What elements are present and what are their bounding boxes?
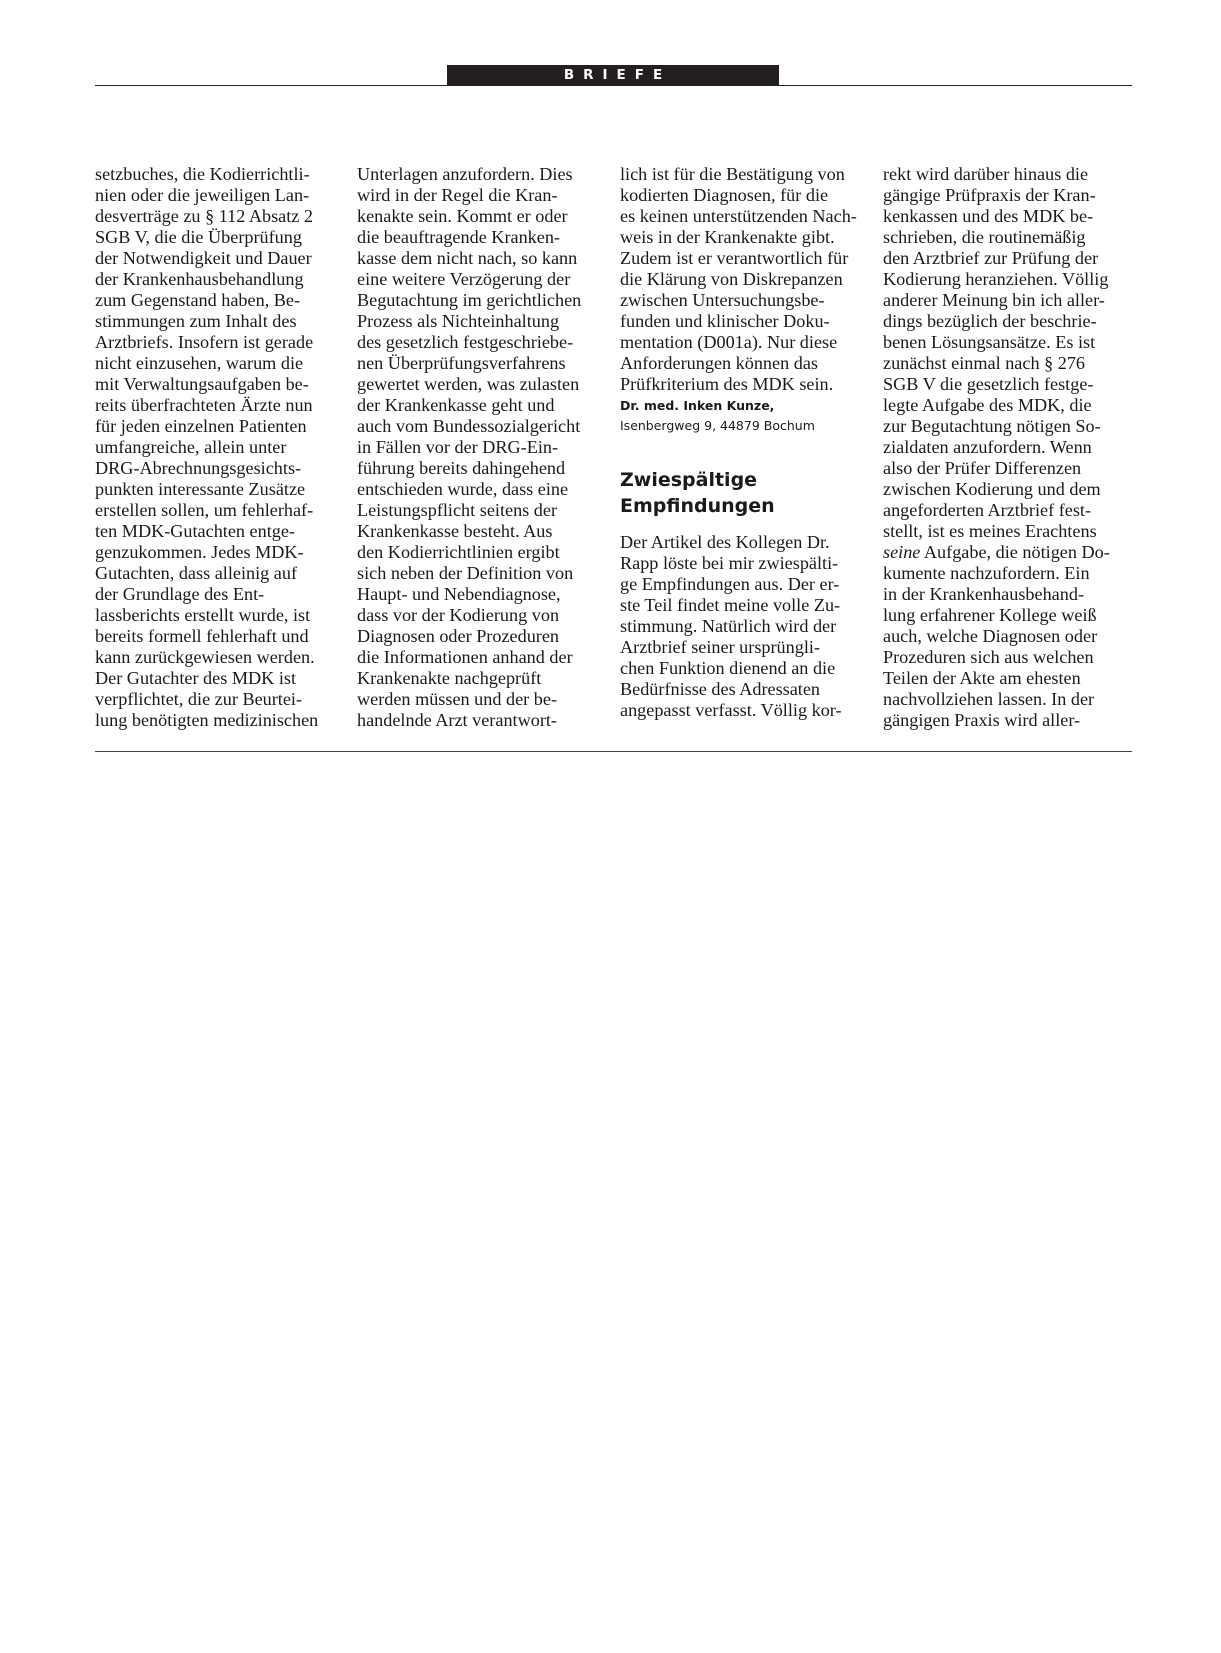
text-line: in der Krankenhausbehand- [883, 584, 1084, 604]
text-line: lung benötigten medizinischen [95, 710, 319, 730]
text-line: SGB V die gesetzlich festge- [883, 374, 1094, 394]
text-line: setzbuches, die Kodierrichtli- [95, 164, 310, 184]
text-line: anderer Meinung bin ich aller- [883, 290, 1105, 310]
text-line: des gesetzlich festgeschriebe- [357, 332, 574, 352]
text-line: rekt wird darüber hinaus die [883, 164, 1089, 184]
text-line: Zudem ist er verantwortlich für [620, 248, 849, 268]
text-line: Arztbrief seiner ursprüngli- [620, 637, 820, 657]
text-line: lich ist für die Bestätigung von [620, 164, 845, 184]
text-line: erstellen sollen, um fehlerhaf- [95, 500, 314, 520]
text-line: ten MDK-Gutachten entge- [95, 521, 295, 541]
column-1 [95, 164, 343, 731]
text-line: mit Verwaltungsaufgaben be- [95, 374, 309, 394]
text-line: nen Überprüfungsverfahrens [357, 353, 566, 373]
column-3-text-bottom [620, 532, 868, 721]
subheading-line-1: Zwiespältige [620, 469, 758, 491]
text-line: führung bereits dahingehend [357, 458, 566, 478]
text-line: nien oder die jeweiligen Lan- [95, 185, 310, 205]
text-line: Rapp löste bei mir zwiespälti- [620, 553, 839, 573]
text-line: entschieden wurde, dass eine [357, 479, 569, 499]
signature-address: Isenbergweg 9, 44879 Bochum [620, 418, 815, 433]
text-line: Prozess als Nichteinhaltung [357, 311, 560, 331]
text-line: stimmungen zum Inhalt des [95, 311, 297, 331]
column-4-text-b [883, 563, 1131, 731]
text-line: kenakte sein. Kommt er oder [357, 206, 568, 226]
text-line: Leistungspflicht seitens der [357, 500, 558, 520]
text-line: umfangreiche, allein unter [95, 437, 287, 457]
text-line: Diagnosen oder Prozeduren [357, 626, 560, 646]
text-line: punkten interessante Zusätze [95, 479, 306, 499]
text-line: der Notwendigkeit und Dauer [95, 248, 312, 268]
footer-rule [95, 751, 1132, 752]
text-line: den Arztbrief zur Prüfung der [883, 248, 1099, 268]
text-line: zunächst einmal nach § 276 [883, 353, 1086, 373]
text-line: Begutachtung im gerichtlichen [357, 290, 582, 310]
text-line: handelnde Arzt verantwort- [357, 710, 557, 730]
text-line: der Krankenkasse geht und [357, 395, 555, 415]
emphasis-seine: seine [883, 542, 921, 562]
text-line: kenkassen und des MDK be- [883, 206, 1094, 226]
text-line: dings bezüglich der beschrie- [883, 311, 1097, 331]
text-line: mentation (D001a). Nur diese [620, 332, 838, 352]
text-line: der Grundlage des Ent- [95, 584, 265, 604]
text-line: lung erfahrener Kollege weiß [883, 605, 1097, 625]
text-line: nachvollziehen lassen. In der [883, 689, 1095, 709]
text-line: zum Gegenstand haben, Be- [95, 290, 301, 310]
text-line: auch, welche Diagnosen oder [883, 626, 1098, 646]
text-line: dass vor der Kodierung von [357, 605, 560, 625]
column-4-text-a [883, 164, 1131, 542]
text-line: ge Empfindungen aus. Der er- [620, 574, 840, 594]
text-line: Krankenakte nachgeprüft [357, 668, 542, 688]
text-line: Haupt- und Nebendiagnose, [357, 584, 561, 604]
text-line: Teilen der Akte am ehesten [883, 668, 1081, 688]
text-line: den Kodierrichtlinien ergibt [357, 542, 560, 562]
text-line: Gutachten, dass alleinig auf [95, 563, 298, 583]
text-line: desverträge zu § 112 Absatz 2 [95, 206, 314, 226]
text-line: zialdaten anzufordern. Wenn [883, 437, 1092, 457]
text-line: Der Gutachter des MDK ist [95, 668, 297, 688]
text-line: stellt, ist es meines Erachtens [883, 521, 1097, 541]
text-line: kumente nachzufordern. Ein [883, 563, 1090, 583]
text-line: benen Lösungsansätze. Es ist [883, 332, 1096, 352]
text-line: lassberichts erstellt wurde, ist [95, 605, 311, 625]
signature-name: Dr. med. Inken Kunze, [620, 398, 775, 413]
text-line: gewertet werden, was zulasten [357, 374, 580, 394]
text-line: reits überfrachteten Ärzte nun [95, 395, 313, 415]
text-line: Anforderungen können das [620, 353, 818, 373]
text-line: eine weitere Verzögerung der [357, 269, 571, 289]
text-line: die Klärung von Diskrepanzen [620, 269, 843, 289]
text-line: Der Artikel des Kollegen Dr. [620, 532, 830, 552]
text-line: ste Teil findet meine volle Zu- [620, 595, 841, 615]
column-3 [620, 164, 868, 721]
text-line: verpflichtet, die zur Beurtei- [95, 689, 303, 709]
text-line: Krankenkasse besteht. Aus [357, 521, 553, 541]
text-line: kodierten Diagnosen, für die [620, 185, 829, 205]
text-line: zur Begutachtung nötigen So- [883, 416, 1101, 436]
text-line: sich neben der Definition von [357, 563, 574, 583]
italic-line-rest: Aufgabe, die nötigen Do- [920, 542, 1110, 562]
text-line: angeforderten Arztbrief fest- [883, 500, 1092, 520]
text-line: wird in der Regel die Kran- [357, 185, 558, 205]
text-line: die Informationen anhand der [357, 647, 573, 667]
text-line: Kodierung heranziehen. Völlig [883, 269, 1109, 289]
column-3-text-top [620, 164, 868, 395]
column-4-italic-line [883, 542, 1131, 563]
text-line: die beauftragende Kranken- [357, 227, 560, 247]
text-line: SGB V, die die Überprüfung [95, 227, 302, 247]
text-line: schrieben, die routinemäßig [883, 227, 1086, 247]
text-line: bereits formell fehlerhaft und [95, 626, 309, 646]
text-line: kasse dem nicht nach, so kann [357, 248, 578, 268]
column-2 [357, 164, 605, 731]
text-line: nicht einzusehen, warum die [95, 353, 304, 373]
text-line: DRG-Abrechnungsgesichts- [95, 458, 302, 478]
text-line: für jeden einzelnen Patienten [95, 416, 307, 436]
text-line: zwischen Kodierung und dem [883, 479, 1101, 499]
text-line: gängige Prüfpraxis der Kran- [883, 185, 1096, 205]
text-line: in Fällen vor der DRG-Ein- [357, 437, 559, 457]
subheading-line-2: Empfindungen [620, 495, 775, 517]
text-line: gängigen Praxis wird aller- [883, 710, 1081, 730]
text-line: Prozeduren sich aus welchen [883, 647, 1094, 667]
text-line: legte Aufgabe des MDK, die [883, 395, 1092, 415]
text-line: Bedürfnisse des Adressaten [620, 679, 821, 699]
header-rule [95, 85, 1132, 86]
text-line: der Krankenhausbehandlung [95, 269, 304, 289]
text-line: also der Prüfer Differenzen [883, 458, 1082, 478]
text-line: stimmung. Natürlich wird der [620, 616, 837, 636]
text-line: Unterlagen anzufordern. Dies [357, 164, 573, 184]
section-label: BRIEFE [447, 65, 779, 85]
text-line: kann zurückgewiesen werden. [95, 647, 315, 667]
text-line: Arztbriefs. Insofern ist gerade [95, 332, 314, 352]
text-line: zwischen Untersuchungsbe- [620, 290, 825, 310]
text-line: weis in der Krankenakte gibt. [620, 227, 835, 247]
text-line: angepasst verfasst. Völlig kor- [620, 700, 842, 720]
text-line: funden und klinischer Doku- [620, 311, 830, 331]
article-subheading [620, 467, 868, 519]
text-line: es keinen unterstützenden Nach- [620, 206, 857, 226]
text-line: Prüfkriterium des MDK sein. [620, 374, 834, 394]
text-line: chen Funktion dienend an die [620, 658, 836, 678]
text-line: auch vom Bundessozialgericht [357, 416, 581, 436]
text-line: werden müssen und der be- [357, 689, 558, 709]
text-line: genzukommen. Jedes MDK- [95, 542, 304, 562]
column-4 [883, 164, 1131, 731]
